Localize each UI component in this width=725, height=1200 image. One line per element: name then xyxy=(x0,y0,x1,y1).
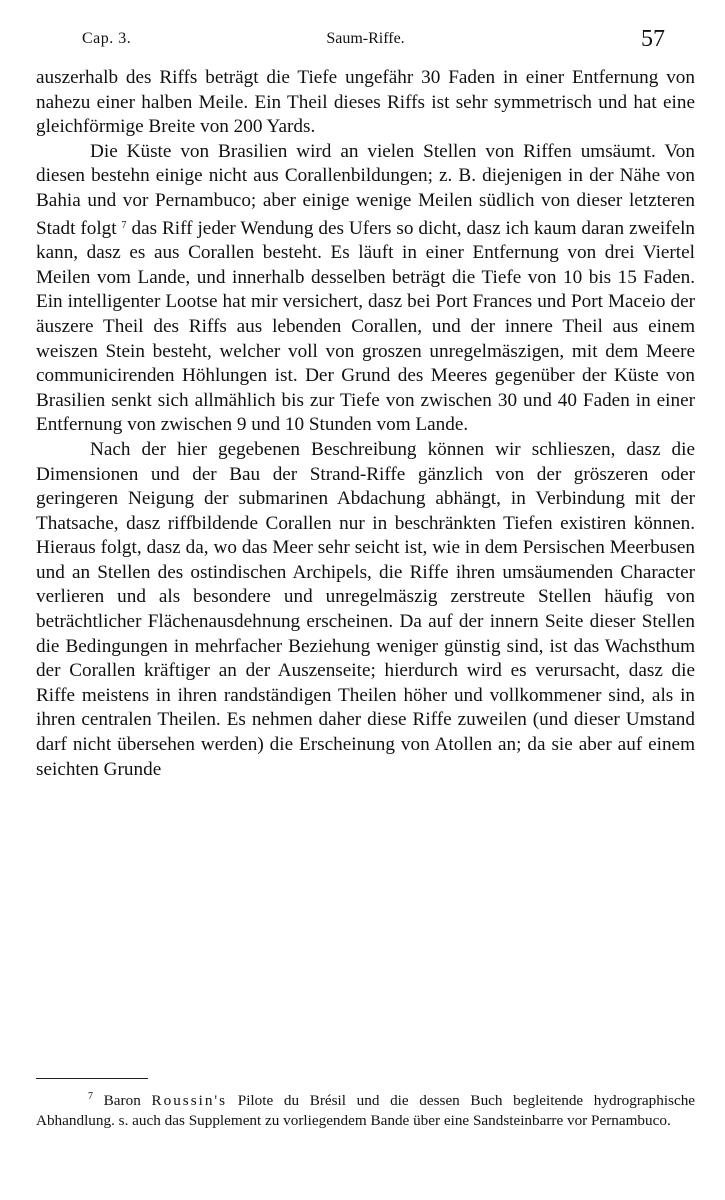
page-number: 57 xyxy=(641,26,665,52)
footnote-text xyxy=(36,1087,695,1131)
footnote-body: Pilote du Brésil und die dessen Buch begleitende hydrographische Abhandlung. s. auch das Supplement zu vorliegendem Bande über eine Sandsteinbarre vor Pernambuco. xyxy=(36,1092,696,1129)
footnote-name-prefix: Baron xyxy=(103,1092,141,1109)
footnote-reference: 7 xyxy=(121,219,127,231)
paragraph-2-text: Die Küste von Brasilien wird an vielen Stellen von Riffen umsäumt. Von diesen bestehn einige nicht aus Corallenbildungen; z. B. diejenigen in der Nähe von Bahia und vor Pernambuco; aber einige wenige Meilen südlich von dieser letzteren Stadt folgt xyxy=(36,140,695,239)
footnote-author: Roussin's xyxy=(151,1092,228,1109)
page-header xyxy=(36,0,695,58)
footnote-marker: 7 xyxy=(88,1091,93,1102)
paragraph-2-continuation: das Riff jeder Wendung des Ufers so dicht, dasz ich kaum daran zweifeln kann, dasz es aus Corallen besteht. Es läuft in einer Entfernung von drei Viertel Meilen vom Lande, und innerhalb desselben beträgt die Tiefe von 10 bis 15 Faden. Ein intelligenter Lootse hat mir versichert, dasz bei Port Frances und Port Maceio der äuszere Theil des Riffs aus lebenden Corallen, und der innere Theil aus einem weiszen Stein besteht, welcher voll von groszen unregelmäszigen, mit dem Meere communicirenden Höhlungen ist. Der Grund des Meeres gegenüber der Küste von Brasilien senkt sich allmählich bis zur Tiefe von zwischen 30 und 40 Faden in einer Entfernung von zwischen 9 und 10 Stunden vom Lande. xyxy=(36,217,696,436)
paragraph-2 xyxy=(36,140,695,438)
footnote xyxy=(36,1087,695,1131)
footnote-divider xyxy=(36,1078,148,1079)
paragraph-1: auszerhalb des Riffs beträgt die Tiefe ungefähr 30 Faden in einer Entfernung von nahezu einer halben Meile. Ein Theil dieses Riffs ist sehr symmetrisch und hat eine gleichförmige Breite von 200 Yards. xyxy=(36,67,695,138)
main-text xyxy=(36,66,695,782)
chapter-label: Cap. 3. xyxy=(82,30,132,47)
paragraph-3: Nach der hier gegebenen Beschreibung können wir schlieszen, dasz die Dimensionen und der Bau der Strand-Riffe gänzlich von der gröszeren oder geringeren Neigung der submarinen Abdachung abhängt, in Verbindung mit der Thatsache, dasz riffbildende Corallen nur in beschränkten Tiefen existiren können. Hieraus folgt, dasz da, wo das Meer sehr seicht ist, wie in dem Persischen Meerbusen und an Stellen des ostindischen Archipels, die Riffe ihren umsäumenden Character verlieren und als besondere und unregelmäszig zerstreute Stellen häufig von beträchtlicher Flächenausdehnung erscheinen. Da auf der innern Seite dieser Stellen die Bedingungen in mehrfacher Beziehung weniger günstig sind, ist das Wachsthum der Corallen kräftiger an der Auszenseite; hierdurch wird es verursacht, dasz die Riffe meistens in ihren randständigen Theilen höher und vollkommener sind, als in ihren centralen Theilen. Es nehmen daher diese Riffe zuweilen (und dieser Umstand darf nicht übersehen werden) die Erscheinung von Atollen an; da sie aber auf einem seichten Grunde xyxy=(36,438,695,780)
running-title: Saum-Riffe. xyxy=(326,30,405,47)
